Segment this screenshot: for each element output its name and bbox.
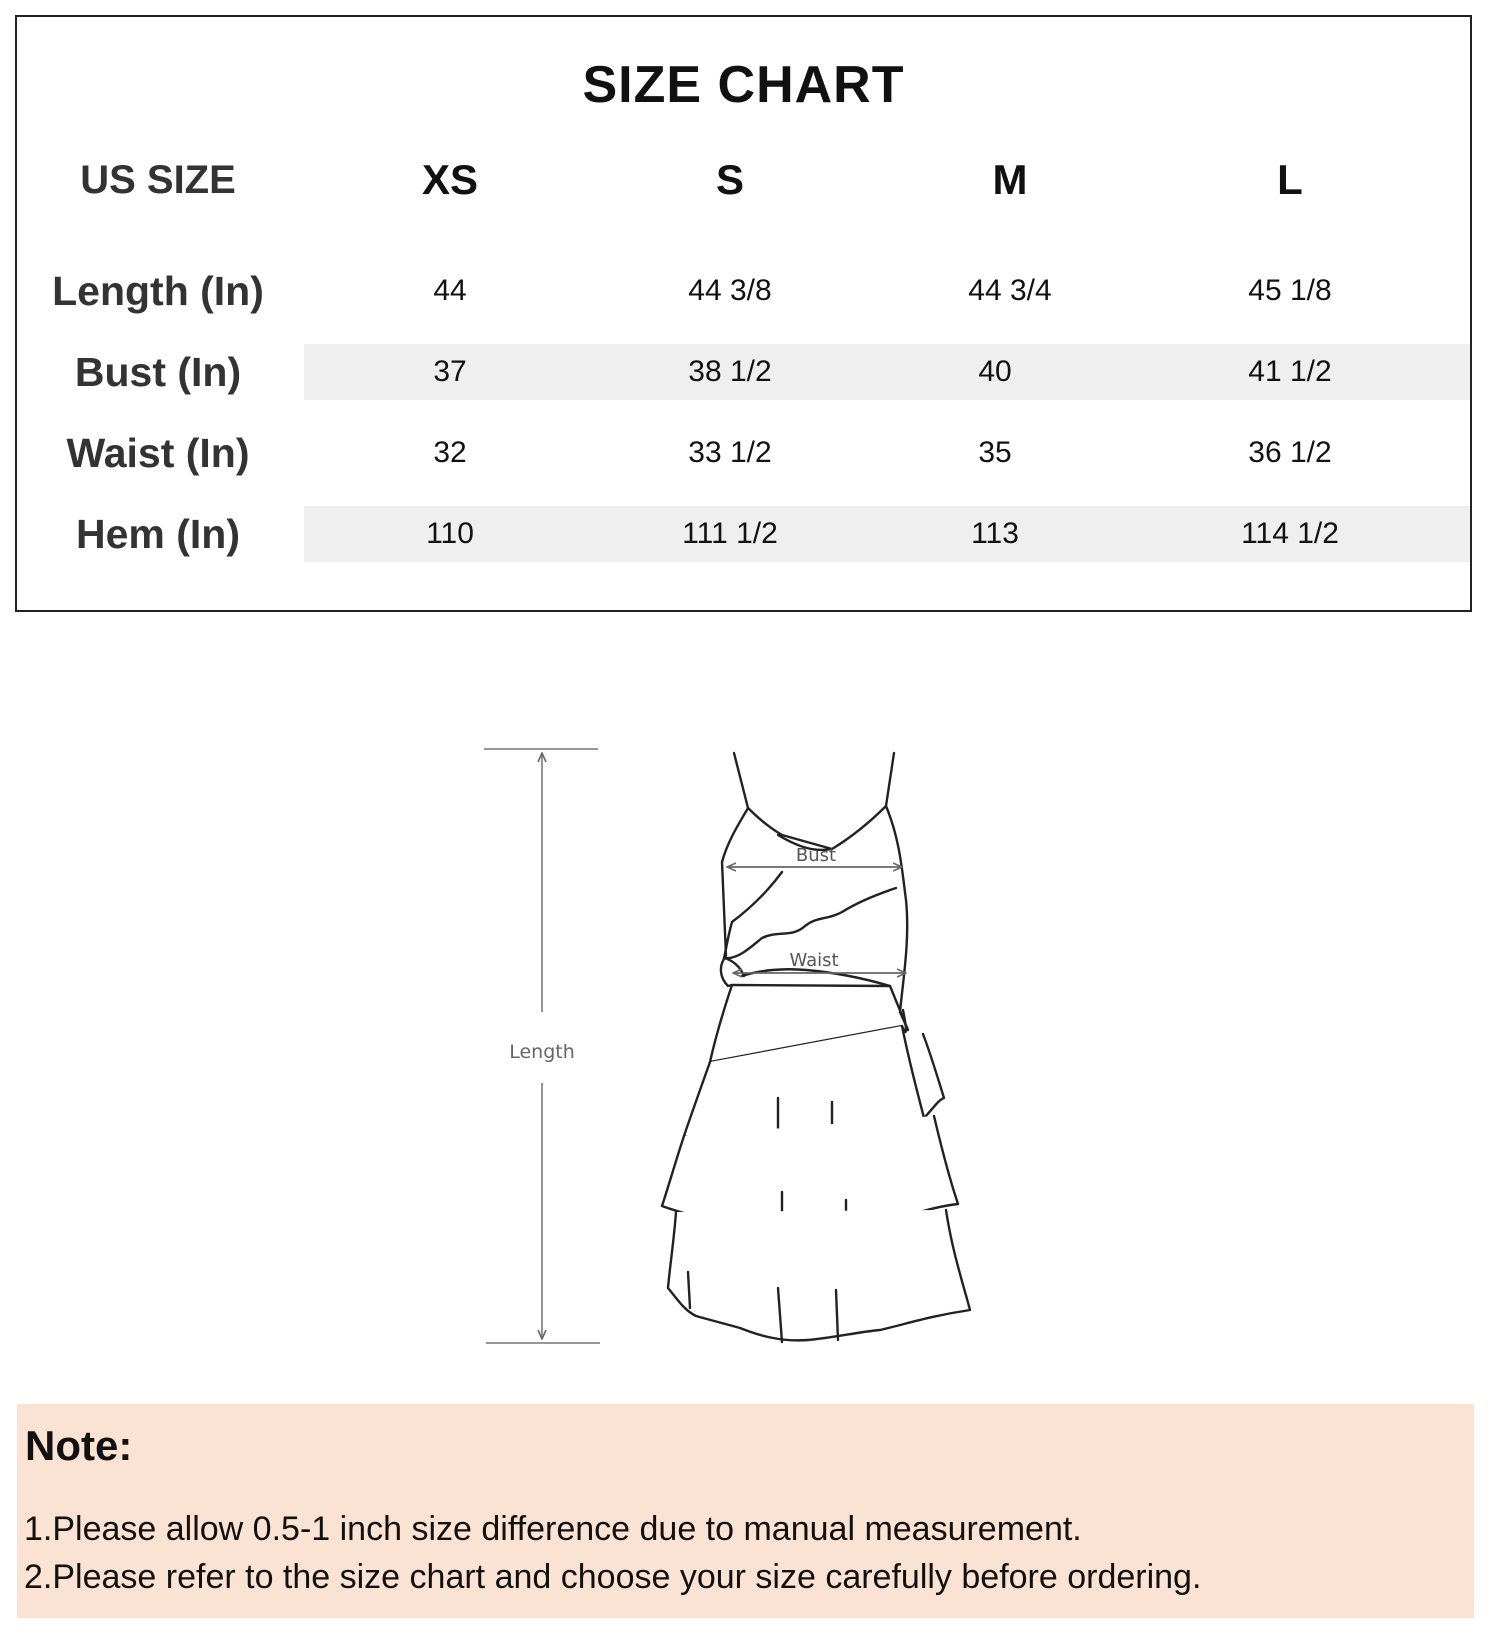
note-title: Note:	[25, 1422, 133, 1469]
us-size-header: US SIZE	[80, 158, 236, 202]
row-label: Bust (In)	[74, 349, 242, 395]
size-chart-title: SIZE CHART	[582, 56, 905, 114]
size-chart-table	[15, 15, 1472, 612]
row-label: Hem (In)	[76, 511, 240, 557]
size-header-xs: XS	[421, 156, 479, 203]
table-cell: 44 3/8	[688, 274, 772, 307]
table-cell: 33 1/2	[688, 436, 772, 469]
table-cell: 40	[978, 355, 1012, 388]
table-cell: 44 3/4	[968, 274, 1052, 307]
table-cell: 113	[971, 517, 1019, 550]
table-cell: 114 1/2	[1241, 517, 1339, 550]
row-label: Waist (In)	[66, 430, 250, 476]
waist-label: Waist	[789, 950, 839, 971]
size-header-m: M	[992, 156, 1028, 203]
table-cell: 41 1/2	[1248, 355, 1332, 388]
table-cell: 44	[433, 274, 467, 307]
table-row-hem	[17, 506, 1470, 562]
table-row-bust	[17, 344, 1470, 400]
dress-measurement-diagram	[0, 640, 1488, 1380]
table-row-length	[17, 263, 1470, 319]
table-cell: 110	[426, 517, 474, 550]
size-header-l: L	[1277, 156, 1303, 203]
bust-label: Bust	[795, 845, 837, 866]
table-cell: 38 1/2	[688, 355, 772, 388]
note-box	[17, 1404, 1474, 1618]
length-label: Length	[509, 1041, 575, 1063]
row-label: Length (In)	[52, 268, 264, 314]
size-header-s: S	[715, 156, 745, 203]
table-cell: 36 1/2	[1248, 436, 1332, 469]
table-cell: 45 1/8	[1248, 274, 1332, 307]
note-line-1: 1.Please allow 0.5-1 inch size difference due to manual measurement.	[24, 1510, 1082, 1548]
table-cell: 111 1/2	[682, 517, 778, 550]
dress-illustration	[0, 640, 1488, 1380]
table-cell: 37	[433, 355, 467, 388]
dress-outline	[662, 753, 970, 1342]
table-cell: 32	[433, 436, 467, 469]
table-header-row	[17, 152, 1470, 208]
table-row-waist	[17, 425, 1470, 481]
table-cell: 35	[978, 436, 1012, 469]
note-line-2: 2.Please refer to the size chart and choose your size carefully before ordering.	[24, 1558, 1202, 1596]
